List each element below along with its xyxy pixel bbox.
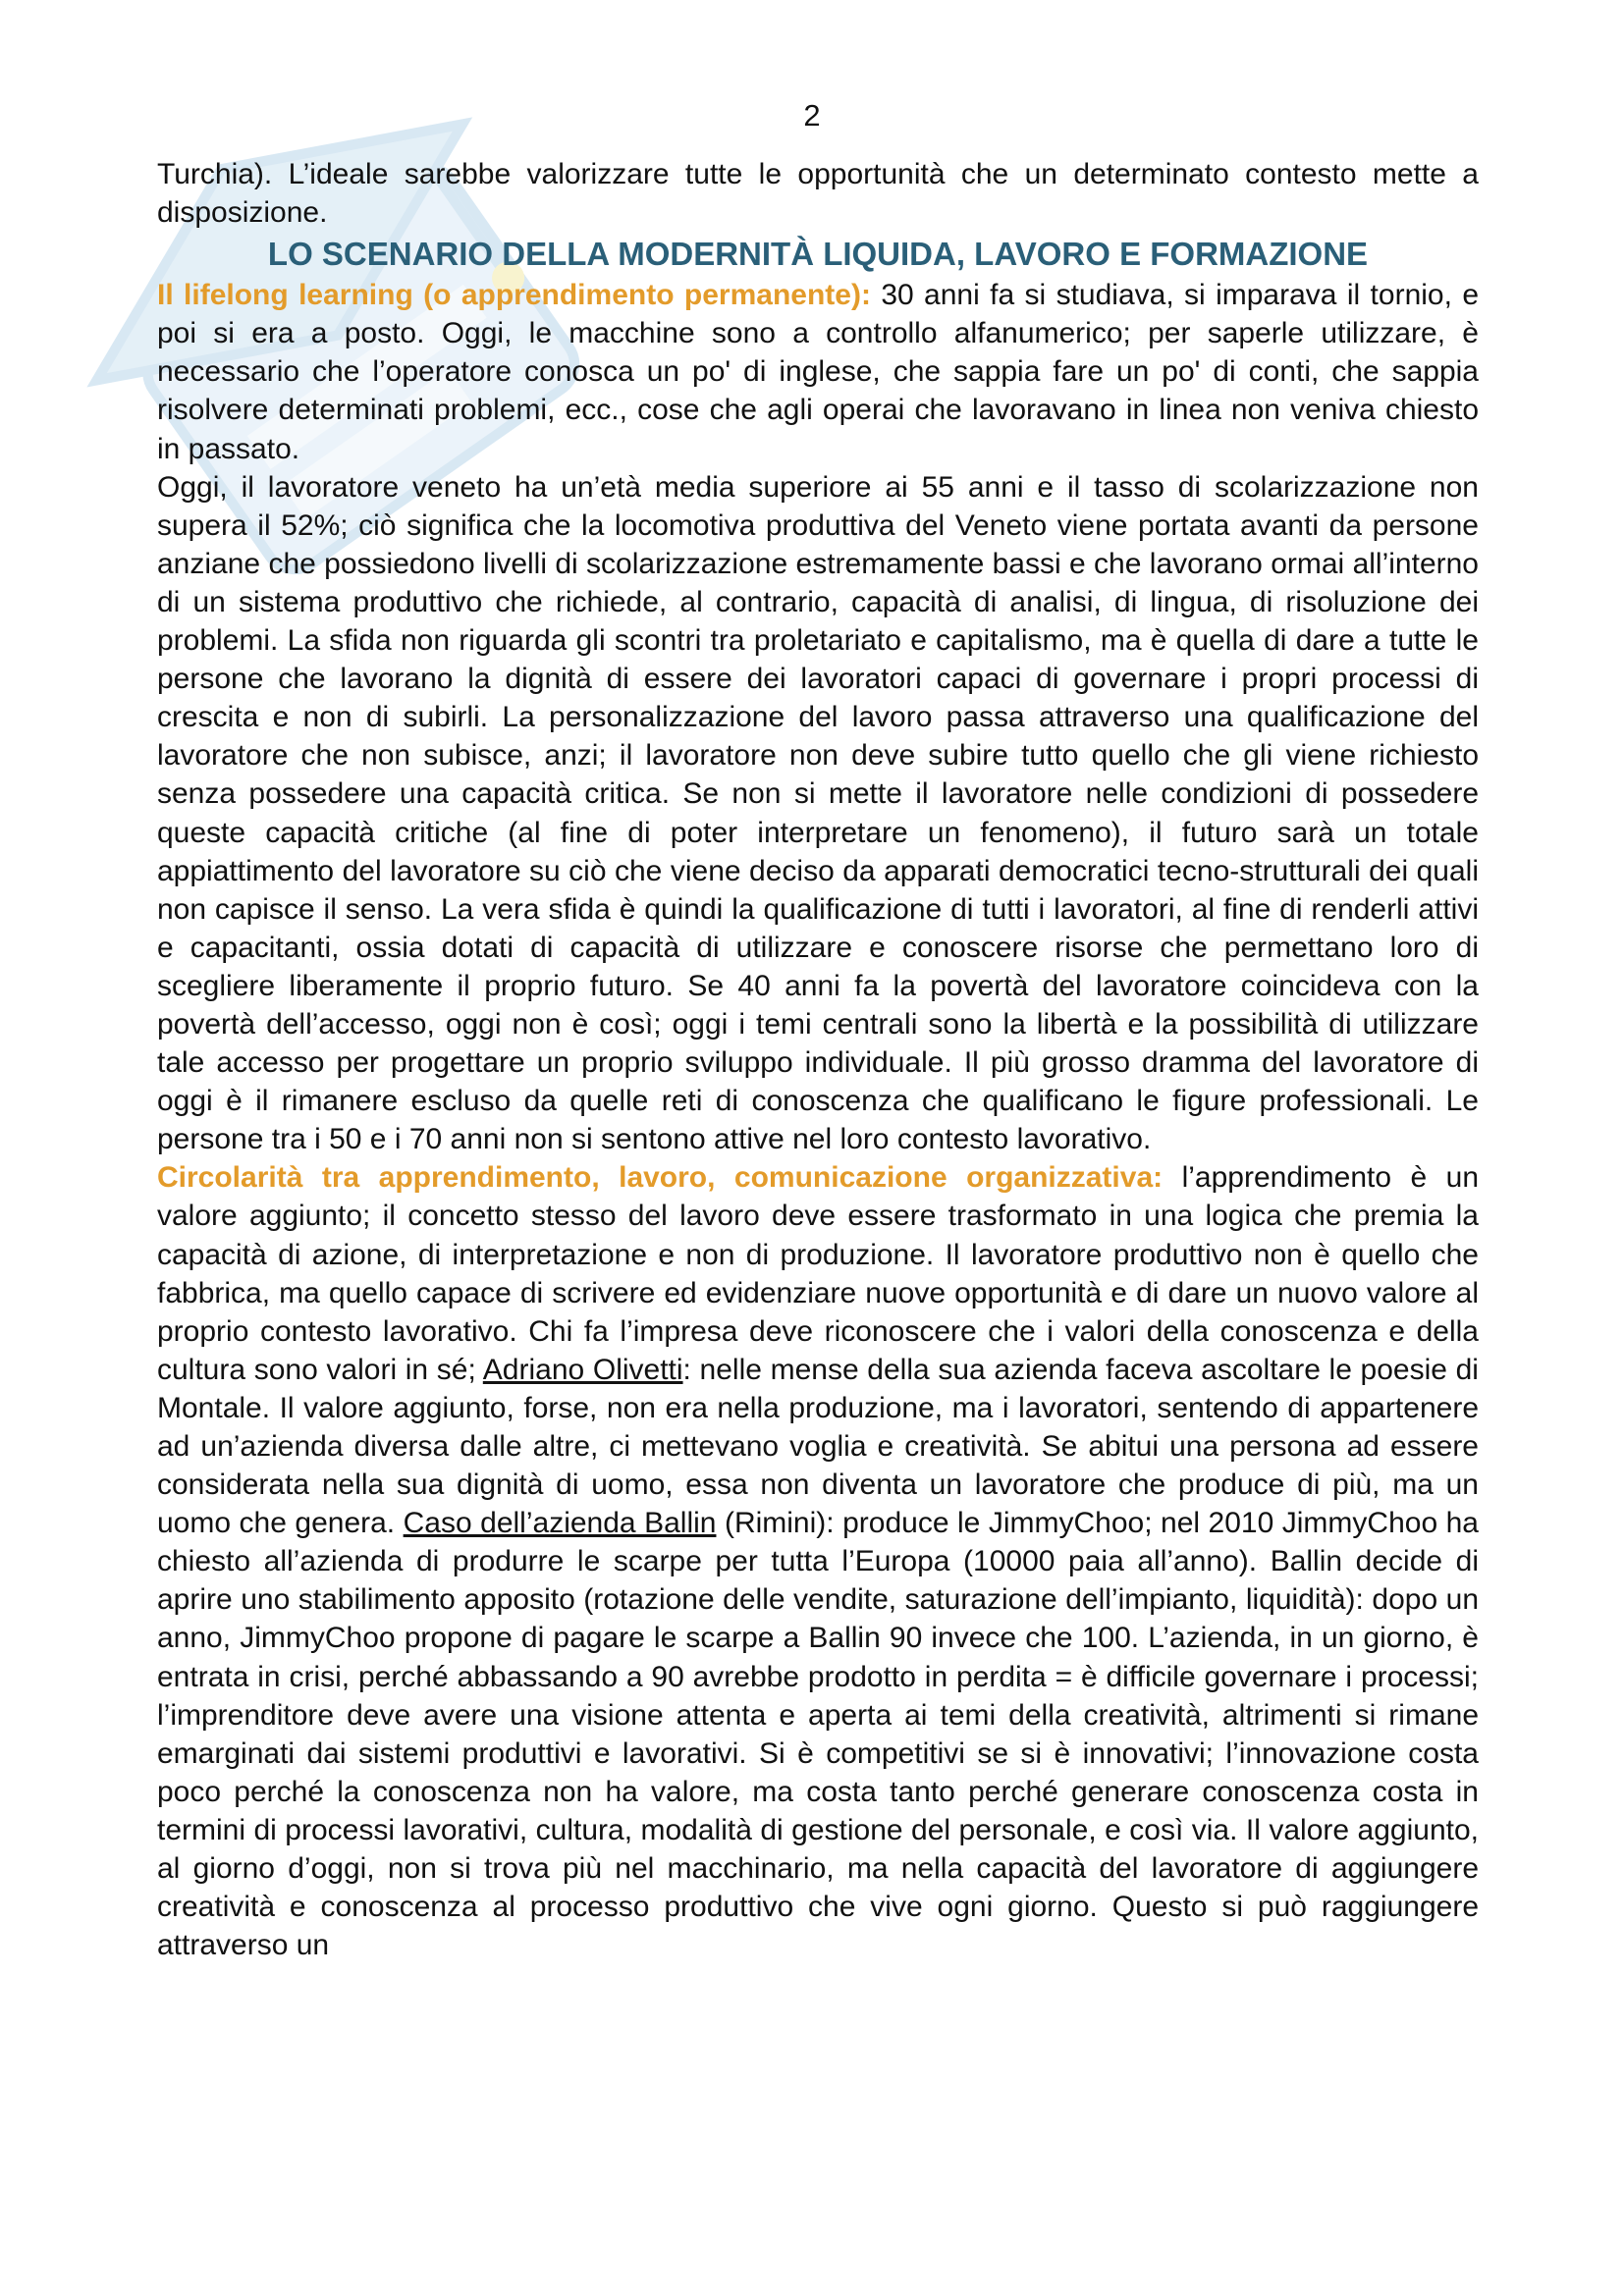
page-number: 2 <box>803 98 821 133</box>
paragraph-text: 30 anni fa si studiava, si imparava il tornio, e poi si era a posto. Oggi, le macchine sono a controllo alfanumerico; per saperle utilizzare, è necessario che l’operatore conosca un po' di inglese, che sappia fare un po' di conti, che sappia risolvere determinati problemi, ecc., cose che agli operai che lavoravano in linea non veniva chiesto in passato. <box>157 279 1480 465</box>
paragraph-veneto-worker: Oggi, il lavoratore veneto ha un’età media superiore ai 55 anni e il tasso di scolarizzazione non supera il 52%; ciò significa che la locomotiva produttiva del Veneto viene portata avanti da persone anziane che possiedono livelli di scolarizzazione estremamente bassi e che lavorano ormai all’interno di un sistema produttivo che richiede, al contrario, capacità di analisi, di lingua, di risoluzione dei problemi. La sfida non riguarda gli scontri tra proletariato e capitalismo, ma è quella di dare a tutte le persone che lavorano la dignità di essere dei lavoratori capaci di governare i propri processi di crescita e non di subirli. La personalizzazione del lavoro passa attraverso una qualificazione del lavoratore che non subisce, anzi; il lavoratore non deve subire tutto quello che gli viene richiesto senza possedere una capacità critica. Se non si mette il lavoratore nelle condizioni di possedere queste capacità critiche (al fine di poter interpretare un fenomeno), il futuro sarà un totale appiattimento del lavoratore su ciò che viene deciso da apparati democratici tecno-strutturali dei quali non capisce il senso. La vera sfida è quindi la qualificazione di tutti i lavoratori, al fine di renderli attivi e capacitanti, ossia dotati di capacità di utilizzare e conoscere risorse che permettano loro di scegliere liberamente il proprio futuro. Se 40 anni fa la povertà del lavoratore coincideva con la povertà dell’accesso, oggi non è così; oggi i temi centrali sono la libertà e la possibilità di utilizzare tale accesso per progettare un proprio sviluppo individuale. Il più grosso dramma del lavoratore di oggi è il rimanere escluso da quelle reti di conoscenza che qualificano le figure professionali. Le persone tra i 50 e i 70 anni non si sentono attive nel loro contesto lavorativo. <box>157 470 1479 1156</box>
document-body <box>157 155 1479 1964</box>
paragraph-lead-lifelong-learning: Il lifelong learning (o apprendimento permanente): <box>157 279 871 312</box>
underlined-term-ballin: Caso dell’azienda Ballin <box>403 1507 717 1540</box>
paragraph-text: : nelle mense della sua azienda faceva ascoltare le poesie di Montale. Il valore aggiunto, forse, non era nella produzione, ma i lavoratori, sentendo di appartenere ad un’azienda diversa dalle altre, ci mettevano voglia e creatività. Se abitui una persona ad essere considerata nella sua dignità di uomo, essa non diventa un lavoratore che produce di più, ma un uomo che genera. <box>157 1353 1479 1540</box>
paragraph-circularity <box>157 1158 1479 1964</box>
paragraph-lifelong-learning <box>157 276 1479 467</box>
paragraph-lead-circularity: Circolarità tra apprendimento, lavoro, comunicazione organizzativa: <box>157 1161 1164 1195</box>
section-title: LO SCENARIO DELLA MODERNITÀ LIQUIDA, LAVORO E FORMAZIONE <box>267 236 1369 273</box>
underlined-term-olivetti: Adriano Olivetti <box>482 1353 683 1386</box>
intro-paragraph: Turchia). L’ideale sarebbe valorizzare tutte le opportunità che un determinato contesto mette a disposizione. <box>157 158 1479 230</box>
paragraph-text: l’apprendimento è un valore aggiunto; il concetto stesso del lavoro deve essere trasformato in una logica che premia la capacità di azione, di interpretazione e non di produzione. Il lavoratore produttivo non è quello che fabbrica, ma quello capace di scrivere ed evidenziare nuove opportunità e di dare un nuovo valore al proprio contesto lavorativo. Chi fa l’impresa deve riconoscere che i valori della conoscenza e della cultura sono valori in sé; <box>157 1161 1480 1386</box>
paragraph-text: (Rimini): produce le JimmyChoo; nel 2010 JimmyChoo ha chiesto all’azienda di produrre le scarpe per tutta l’Europa (10000 paia all’anno). Ballin decide di aprire uno stabilimento apposito (rotazione delle vendite, saturazione dell’impianto, liquidità): dopo un anno, JimmyChoo propone di pagare le scarpe a Ballin 90 invece che 100. L’azienda, in un giorno, è entrata in crisi, perché abbassando a 90 avrebbe prodotto in perdita = è difficile governare i processi; l’imprenditore deve avere una visione attenta e aperta ai temi della creatività, altrimenti si rimane emarginati dai sistemi produttivi e lavorativi. Si è competitivi se si è innovativi; l’innovazione costa poco perché la conoscenza non ha valore, ma costa tanto perché generare conoscenza costa in termini di processi lavorativi, cultura, modalità di gestione del personale, e così via. Il valore aggiunto, al giorno d’oggi, non si trova più nel macchinario, ma nella capacità del lavoratore di aggiungere creatività e conoscenza al processo produttivo che vive ogni giorno. Questo si può raggiungere attraverso un <box>157 1507 1479 1962</box>
